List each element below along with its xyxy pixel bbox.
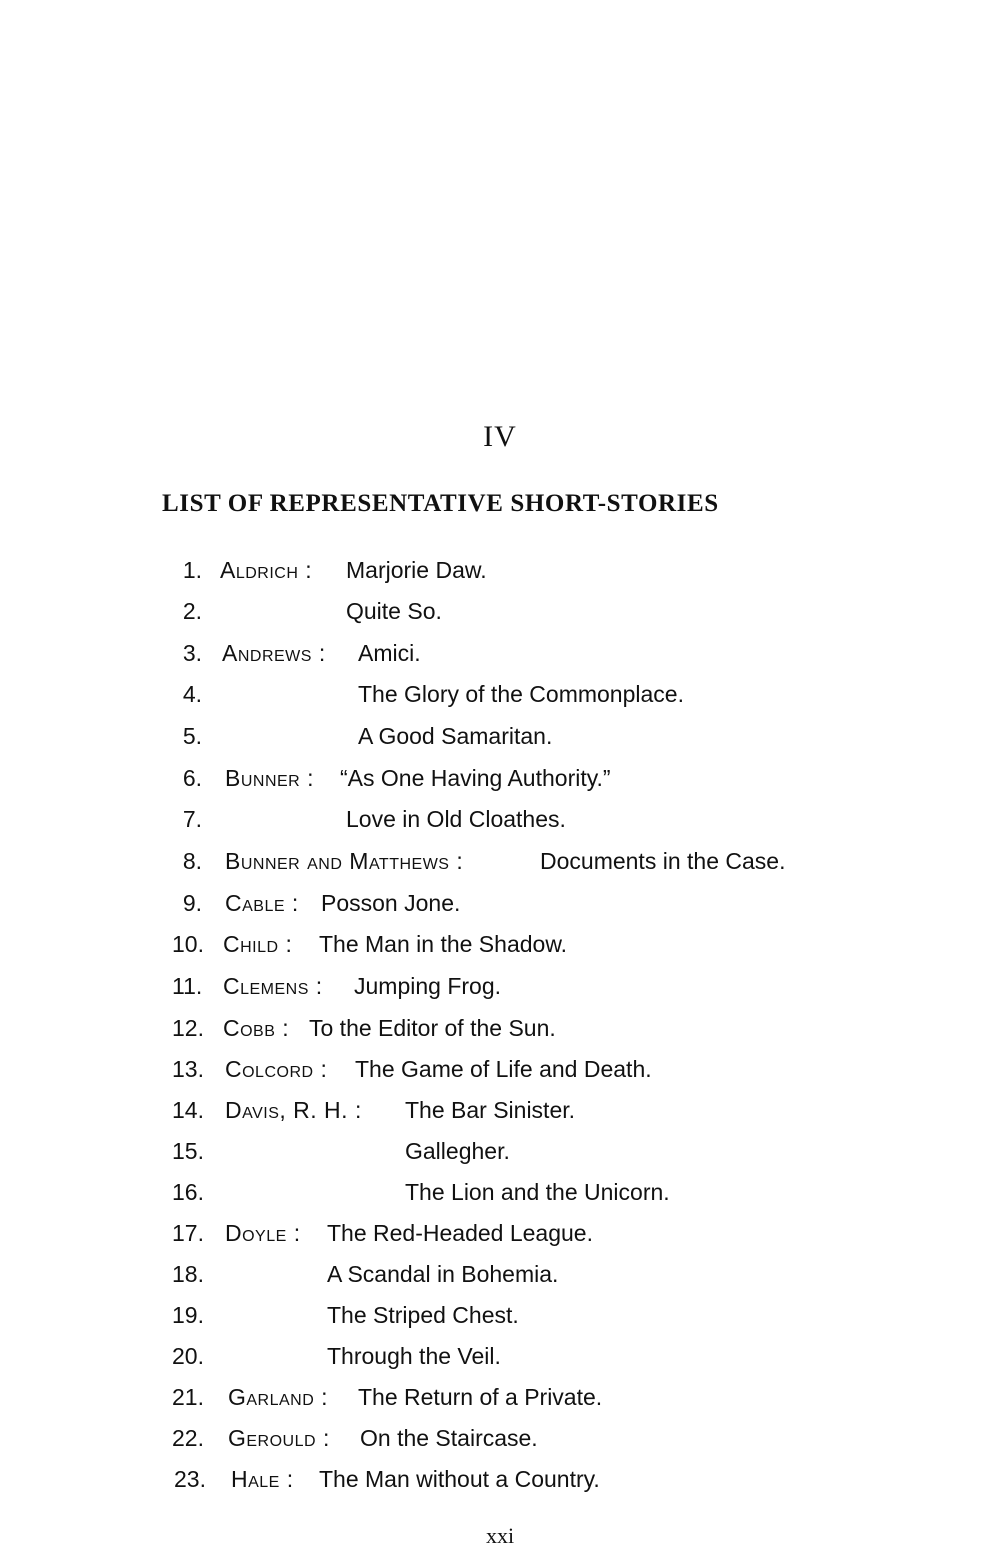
- entry-number: 22.: [172, 1425, 204, 1451]
- entry-title: Marjorie Daw.: [346, 557, 487, 583]
- entry-title: A Good Samaritan.: [358, 723, 553, 749]
- entry-title: Through the Veil.: [327, 1343, 501, 1369]
- entry-title: The Return of a Private.: [358, 1384, 603, 1410]
- entry-title: To the Editor of the Sun.: [309, 1015, 556, 1041]
- entry-author: Doyle :: [225, 1220, 301, 1246]
- entry-author: Cable :: [225, 890, 299, 916]
- entry-title: Gallegher.: [405, 1138, 510, 1164]
- entry-title: “As One Having Authority.”: [340, 765, 611, 791]
- entry-number: 4.: [182, 681, 202, 707]
- entry-number: 17.: [172, 1220, 204, 1246]
- entry-number: 7.: [182, 806, 202, 832]
- entry-author: Clemens :: [223, 973, 323, 999]
- entry-title: The Glory of the Commonplace.: [358, 681, 684, 707]
- entry-title: Posson Jone.: [321, 890, 461, 916]
- entry-number: 18.: [172, 1261, 204, 1287]
- entry-author: Cobb :: [223, 1015, 290, 1041]
- entry-number: 12.: [172, 1015, 204, 1041]
- entry-title: The Lion and the Unicorn.: [405, 1179, 670, 1205]
- entry-author: Bunner and Matthews :: [225, 848, 464, 874]
- entry-author: Andrews :: [222, 640, 326, 666]
- entry-author: Colcord :: [225, 1056, 328, 1082]
- entry-title: The Red-Headed League.: [327, 1220, 593, 1246]
- entry-title: Jumping Frog.: [354, 973, 502, 999]
- entry-number: 6.: [182, 765, 202, 791]
- entry-author: Child :: [223, 931, 293, 957]
- entry-title: Quite So.: [346, 598, 442, 624]
- entry-title: On the Staircase.: [360, 1425, 538, 1451]
- entry-number: 5.: [182, 723, 202, 749]
- entry-author: Aldrich :: [220, 557, 313, 583]
- entry-number: 15.: [172, 1138, 204, 1164]
- entry-author: Bunner :: [225, 765, 315, 791]
- entry-number: 1.: [182, 557, 202, 583]
- entry-title: Amici.: [358, 640, 421, 666]
- entry-number: 19.: [172, 1302, 204, 1328]
- entry-title: The Man in the Shadow.: [319, 931, 568, 957]
- entry-title: The Striped Chest.: [327, 1302, 519, 1328]
- entry-author: Hale :: [231, 1466, 294, 1492]
- entry-title: The Bar Sinister.: [405, 1097, 576, 1123]
- entry-title: The Game of Life and Death.: [355, 1056, 652, 1082]
- entry-author: Davis, R. H. :: [225, 1097, 362, 1123]
- entry-number: 10.: [172, 931, 204, 957]
- entry-number: 16.: [172, 1179, 204, 1205]
- entry-title: A Scandal in Bohemia.: [327, 1261, 559, 1287]
- entry-number: 13.: [172, 1056, 204, 1082]
- entry-number: 8.: [182, 848, 202, 874]
- entry-number: 11.: [172, 973, 203, 999]
- list-heading: LIST OF REPRESENTATIVE SHORT-STORIES: [162, 490, 719, 517]
- entry-title: Love in Old Cloathes.: [346, 806, 566, 832]
- chapter-numeral: IV: [483, 420, 517, 453]
- entry-number: 3.: [182, 640, 202, 666]
- entry-number: 20.: [172, 1343, 204, 1369]
- entry-number: 14.: [172, 1097, 204, 1123]
- entry-number: 21.: [172, 1384, 204, 1410]
- page-number: xxi: [485, 1523, 515, 1548]
- entry-number: 2.: [182, 598, 202, 624]
- entry-title: The Man without a Country.: [319, 1466, 600, 1492]
- entry-author: Garland :: [228, 1384, 329, 1410]
- entry-number: 9.: [182, 890, 202, 916]
- entry-title: Documents in the Case.: [540, 848, 786, 874]
- entry-author: Gerould :: [228, 1425, 330, 1451]
- entry-number: 23.: [174, 1466, 206, 1492]
